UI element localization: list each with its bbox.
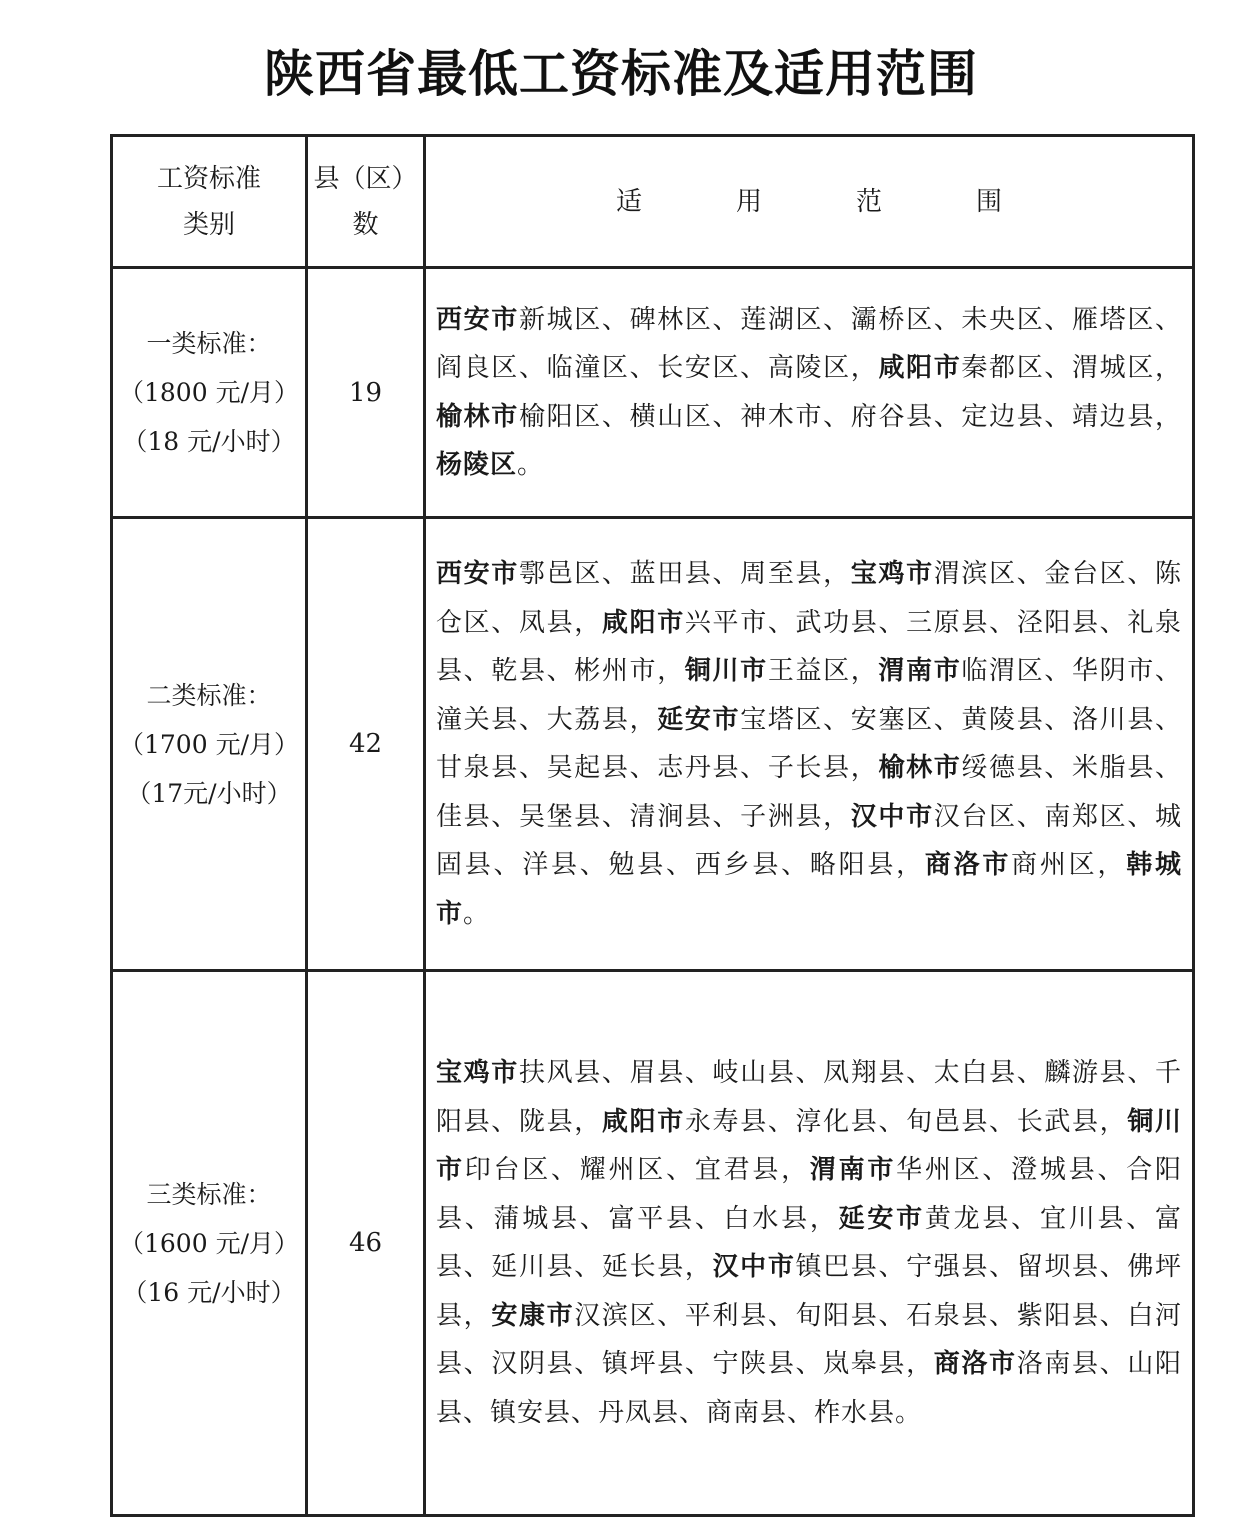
city-name: 韩城市 [436,850,1182,929]
county-count-cell: 42 [307,518,425,971]
scope-cell [425,518,1194,971]
page-title: 陕西省最低工资标准及适用范围 [264,45,978,103]
county-list: 渭滨区、金台区、陈仓区、凤县， [436,559,1182,638]
city-name: 延安市 [838,1203,925,1234]
scope-cell [425,268,1194,518]
wage-standard-table [110,134,1195,1517]
category-cell: 二类标准： （1700 元/月） （17元/小时） [112,518,307,971]
county-list: 宝塔区、安塞区、黄陵县、洛川县、甘泉县、吴起县、志丹县、子长县， [436,704,1182,783]
county-list: 秦都区、渭城区， [961,353,1182,383]
city-name: 渭南市 [809,1155,897,1185]
county-list: 华州区、澄城县、合阳县、蒲城县、富平县、白水县， [436,1155,1182,1234]
table-header-row [112,136,1194,268]
county-count-cell: 46 [307,971,425,1516]
county-list: 新城区、碑林区、莲湖区、灞桥区、未央区、雁塔区、阎良区、临潼区、长安区、高陵区， [436,304,1182,383]
county-list: 汉台区、南郑区、城固县、洋县、勉县、西乡县、略阳县， [436,801,1182,880]
table-row [112,268,1194,518]
city-name: 宝鸡市 [436,1058,519,1088]
table-row [112,971,1194,1516]
county-list: 临渭区、华阴市、潼关县、大荔县， [436,656,1182,735]
city-name: 延安市 [657,704,741,735]
category-header: 工资标准 类别 [112,136,307,268]
county-list: 洛南县、山阳县、镇安县、丹凤县、商南县、柞水县。 [436,1349,1182,1428]
county-list: 。 [463,898,491,929]
city-name: 榆林市 [436,401,519,432]
county-count-cell: 19 [307,268,425,518]
county-list: 扶风县、眉县、岐山县、凤翔县、太白县、麟游县、千阳县、陇县， [436,1058,1182,1137]
city-name: 榆林市 [878,753,962,783]
county-list: 黄龙县、宜川县、富县、延川县、延长县， [436,1203,1182,1282]
county-list: 。 [517,450,545,480]
city-name: 铜川市 [436,1106,1182,1185]
city-name: 宝鸡市 [850,559,934,589]
city-name: 铜川市 [684,656,768,686]
scope-header: 适 用 范 围 [425,136,1194,268]
category-cell: 一类标准： （1800 元/月） （18 元/小时） [112,268,307,518]
county-list: 鄠邑区、蓝田县、周至县， [518,559,851,589]
city-name: 汉中市 [712,1252,796,1282]
city-name: 杨陵区 [436,450,518,480]
county-list: 商州区， [1011,850,1127,880]
city-name: 汉中市 [850,801,934,832]
county-list: 镇巴县、宁强县、留坝县、佛坪县， [436,1252,1182,1331]
county-list: 印台区、耀州区、宜君县， [464,1155,810,1185]
city-name: 西安市 [436,304,519,335]
county-list: 绥德县、米脂县、佳县、吴堡县、清涧县、子洲县， [436,753,1182,832]
county-list: 兴平市、武功县、三原县、泾阳县、礼泉县、乾县、彬州市， [436,607,1182,686]
county-list: 汉滨区、平利县、旬阳县、石泉县、紫阳县、白河县、汉阴县、镇坪县、宁陕县、岚皋县， [436,1300,1182,1379]
county-list: 榆阳区、横山区、神木市、府谷县、定边县、靖边县， [518,401,1182,432]
city-name: 渭南市 [878,656,962,686]
city-name: 咸阳市 [601,607,685,638]
city-name: 咸阳市 [601,1106,685,1137]
table-row [112,518,1194,971]
city-name: 西安市 [436,559,519,589]
count-header: 县（区） 数 [307,136,425,268]
city-name: 商洛市 [933,1349,1017,1379]
city-name: 商洛市 [924,850,1012,880]
scope-cell [425,971,1194,1516]
county-list: 永寿县、淳化县、旬邑县、长武县， [684,1106,1128,1137]
county-list: 王益区， [767,656,879,686]
category-cell: 三类标准： （1600 元/月） （16 元/小时） [112,971,307,1516]
city-name: 咸阳市 [878,353,962,383]
city-name: 安康市 [491,1300,575,1331]
